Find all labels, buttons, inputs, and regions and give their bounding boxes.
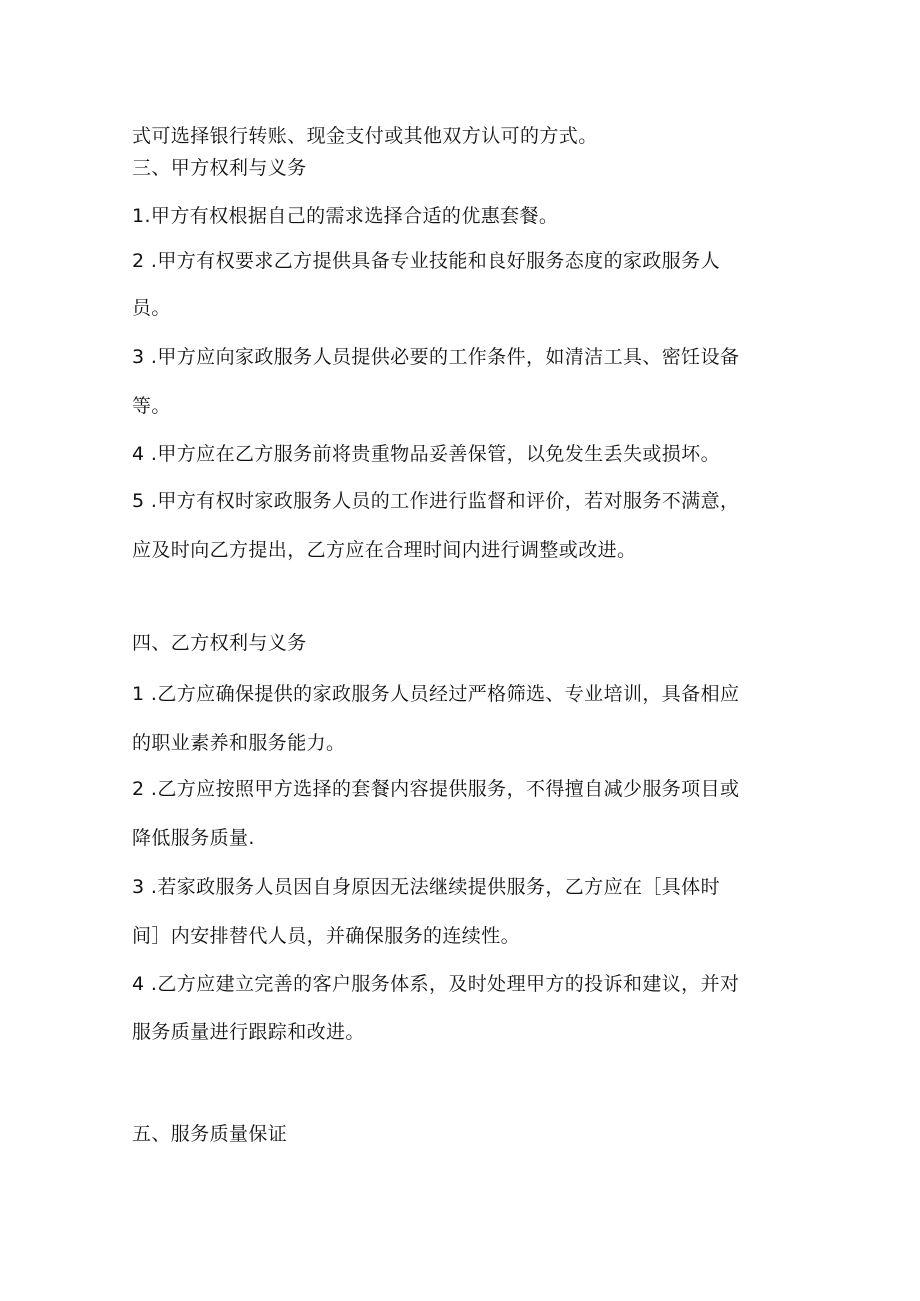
text-line-b1-cont: 的职业素养和服务能力。	[132, 732, 346, 754]
text-line-a2: 2 .甲方有权要求乙方提供具备专业技能和良好服务态度的家政服务人	[132, 250, 720, 272]
text-line-b4: 4 .乙方应建立完善的客户服务体系，及时处理甲方的投诉和建议，并对	[132, 973, 740, 995]
text-line-a5-cont: 应及时向乙方提出，乙方应在合理时间内进行调整或改进。	[132, 539, 637, 561]
text-line-a3: 3 .甲方应向家政服务人员提供必要的工作条件，如清洁工具、密饪设备	[132, 346, 740, 368]
text-line-a4: 4 .甲方应在乙方服务前将贵重物品妥善保管，以免发生丢失或损坏。	[132, 443, 720, 465]
text-line-b3-cont: 间］内安排替代人员，并确保服务的连续性。	[132, 925, 521, 947]
text-line-b2-cont: 降低服务质量.	[132, 827, 255, 849]
section-heading-quality: 五、服务质量保证	[132, 1123, 288, 1145]
text-line-a1: 1.甲方有权根据自己的需求选择合适的优惠套餐。	[132, 205, 559, 227]
text-line-a3-cont: 等。	[132, 395, 171, 417]
text-line-b1: 1 .乙方应确保提供的家政服务人员经过严格筛选、专业培训，具备相应	[132, 683, 740, 705]
section-heading-party-a: 三、甲方权利与义务	[132, 157, 307, 179]
section-heading-party-b: 四、乙方权利与义务	[132, 632, 307, 654]
text-line-a2-cont: 员。	[132, 297, 171, 319]
text-line-a5: 5 .甲方有权时家政服务人员的工作进行监督和评价，若对服务不满意，	[132, 490, 740, 512]
text-line-b3: 3 .若家政服务人员因自身原因无法继续提供服务，乙方应在［具体时	[132, 876, 720, 898]
text-line-b2: 2 .乙方应按照甲方选择的套餐内容提供服务，不得擅自减少服务项目或	[132, 778, 740, 800]
text-line-payment-methods: 式可选择银行转账、现金支付或其他双方认可的方式。	[132, 125, 598, 147]
text-line-b4-cont: 服务质量进行跟踪和改进。	[132, 1021, 365, 1043]
